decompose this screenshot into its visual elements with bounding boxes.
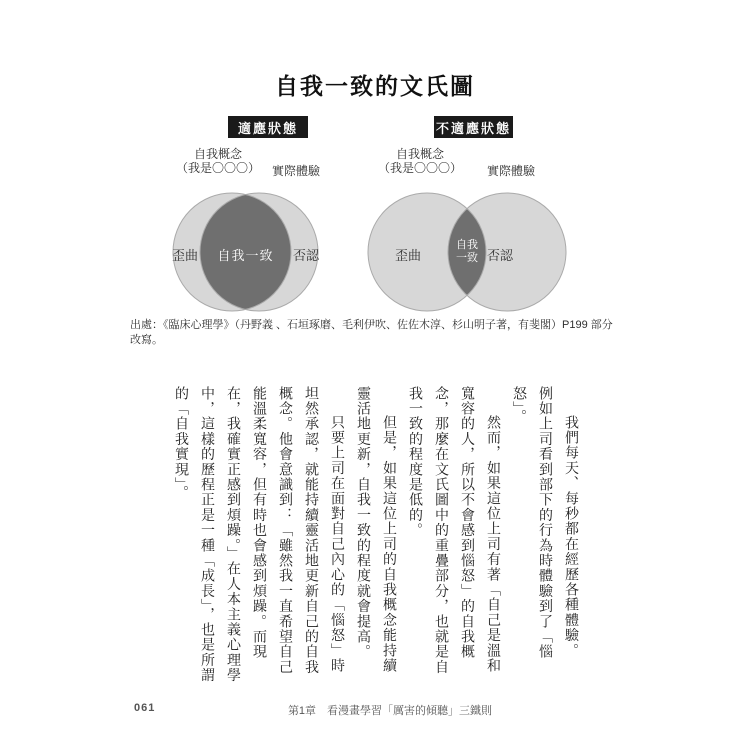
adaptive-self-concept-sub-label: （我是〇〇〇）	[175, 161, 260, 175]
adaptive-distortion-label: 歪曲	[171, 248, 198, 263]
chapter-running-head: 第1章 看漫畫學習「厲害的傾聽」三鐵則	[287, 705, 493, 717]
adaptive-denial-label: 否認	[292, 248, 319, 263]
body-text-column: 的「自我實現」。	[173, 386, 188, 501]
body-text-column: 寬容的人，所以不會感到惱怒」的自我概	[459, 386, 474, 660]
adaptive-self-concept-label: 自我概念	[193, 147, 242, 161]
maladaptive-denial-label: 否認	[486, 248, 513, 263]
body-text-column: 在，我確實正感到煩躁。」在人本主義心理學	[225, 386, 240, 683]
body-text-column: 怒」。	[511, 386, 526, 425]
body-text-column: 中，這樣的歷程正是一種「成長」，也是所謂	[199, 386, 214, 683]
body-text-column: 念，那麼在文氏圖中的重疊部分，也就是自	[433, 386, 448, 675]
maladaptive-self-concept-sub-label: （我是〇〇〇）	[377, 161, 462, 175]
adaptive-state-badge: 適應狀態	[228, 116, 308, 138]
body-text-column: 靈活地更新，自我一致的程度就會提高。	[355, 386, 370, 660]
maladaptive-congruence-line1: 自我	[456, 239, 478, 251]
maladaptive-self-concept-label: 自我概念	[395, 147, 444, 161]
maladaptive-congruence-line2: 一致	[456, 252, 478, 264]
source-caption	[130, 318, 640, 348]
page-title: 自我一致的文氏圖	[275, 73, 475, 99]
source-caption-line1: 出處：《臨床心理學》（丹野義 、石垣琢磨、毛利伊吹、佐佐木淳、杉山明子著，有斐閣）P199 部分	[130, 319, 613, 331]
adaptive-experience-label: 實際體驗	[271, 164, 320, 178]
body-text-column: 我們每天、每秒都在經歷各種體驗。	[563, 415, 578, 659]
body-vertical-text	[167, 386, 583, 704]
adaptive-congruence-label: 自我一致	[217, 248, 274, 263]
maladaptive-state-badge: 不適應狀態	[434, 116, 513, 138]
body-text-column: 能溫柔寬容，但有時也會感到煩躁。而現	[251, 386, 266, 660]
body-text-column: 我一致的程度是低的。	[407, 386, 422, 538]
body-text-column: 例如上司看到部下的行為時體驗到了「惱	[537, 386, 552, 660]
body-text-column: 概念。他會意識到：「雖然我一直希望自己	[277, 386, 292, 675]
page-number: 061	[134, 702, 156, 714]
body-text-column: 只要上司在面對自己內心的「惱怒」時	[329, 415, 344, 674]
maladaptive-experience-label: 實際體驗	[486, 164, 535, 178]
body-text-column: 然而，如果這位上司有著「自己是溫和	[485, 415, 500, 674]
body-text-column: 但是，如果這位上司的自我概念能持續	[381, 415, 396, 674]
body-text-column: 坦然承認，就能持續靈活地更新自己的自我	[303, 386, 318, 675]
source-caption-line2: 改寫。	[130, 334, 163, 346]
maladaptive-distortion-label: 歪曲	[394, 248, 421, 263]
